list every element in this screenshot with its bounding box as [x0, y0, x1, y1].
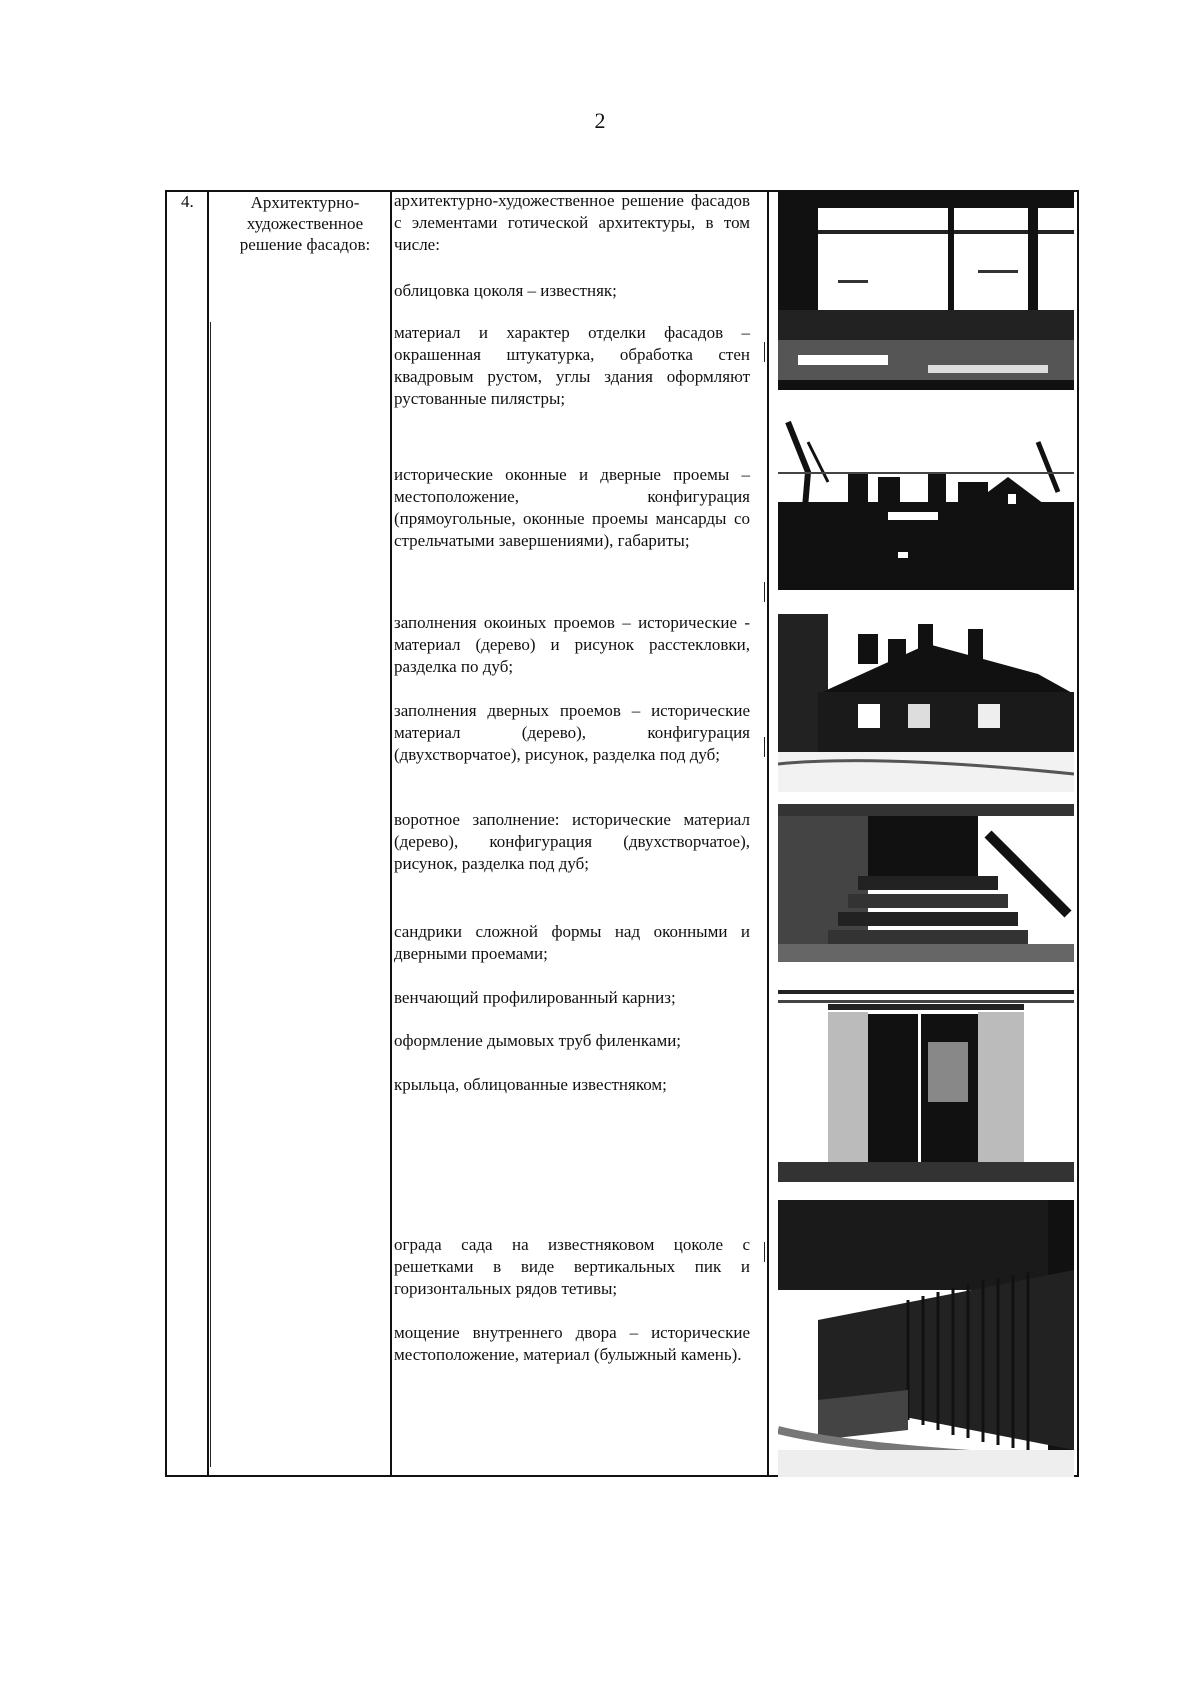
description-paragraph: ограда сада на известняковом цоколе с решетками в виде вертикальных пик и горизонтальных рядов тетивы; — [394, 1235, 750, 1298]
description-paragraph: заполнения дверных проемов – исторические материал (дерево), конфигурация (двухстворчатое), рисунок, разделка под дуб; — [394, 701, 750, 764]
column-divider — [207, 192, 209, 1475]
building-winter-photo — [778, 604, 1074, 792]
description-paragraph: венчающий профилированный карниз; — [394, 988, 676, 1007]
description-paragraph: заполнения окоиных проемов – исторические - материал (дерево) и рисунок расстекловки, разделка по дуб; — [394, 613, 750, 676]
roof-dormers-photo — [778, 412, 1074, 590]
scan-mark — [764, 737, 765, 757]
column-divider — [390, 192, 392, 1475]
scan-mark — [210, 322, 211, 1467]
gate-door-photo — [778, 982, 1074, 1182]
description-paragraph: сандрики сложной формы над оконными и дверными проемами; — [394, 922, 750, 963]
description-paragraph: мощение внутреннего двора – исторические местоположение, материал (булыжный камень). — [394, 1323, 750, 1364]
description-paragraph: архитектурно-художественное решение фасадов с элементами готической архитектуры, в том числе: — [394, 191, 750, 254]
row-heading — [217, 192, 393, 255]
description-paragraph: материал и характер отделки фасадов – окрашенная штукатурка, обработка стен квадровым рустом, углы здания оформляют рустованные пилястры; — [394, 323, 750, 408]
facade-plinth-photo — [778, 190, 1074, 390]
page-number: 2 — [594, 108, 606, 133]
heritage-table — [165, 190, 1079, 1477]
heading-line: художественное — [246, 214, 364, 233]
description-paragraph: оформление дымовых труб филенками; — [394, 1031, 682, 1050]
description-paragraph: крыльца, облицованные известняком; — [394, 1075, 667, 1094]
porch-steps-photo — [778, 804, 1074, 962]
scan-mark — [764, 1242, 765, 1262]
description-paragraph: исторические оконные и дверные проемы – местоположение, конфигурация (прямоугольные, оконные проемы мансарды со стрельчатыми завершениями), габариты; — [394, 465, 750, 550]
heading-line: решение фасадов: — [239, 235, 371, 254]
description-paragraph: облицовка цоколя – известняк; — [394, 281, 617, 300]
column-divider — [767, 192, 769, 1475]
row-number: 4. — [181, 192, 194, 211]
scan-mark — [764, 342, 765, 362]
garden-fence-photo — [778, 1200, 1074, 1477]
scan-mark — [764, 582, 765, 602]
description-paragraph: воротное заполнение: исторические материал (дерево), конфигурация (двухстворчатое), рисунок, разделка под дуб; — [394, 810, 750, 873]
heading-line: Архитектурно- — [250, 193, 360, 212]
